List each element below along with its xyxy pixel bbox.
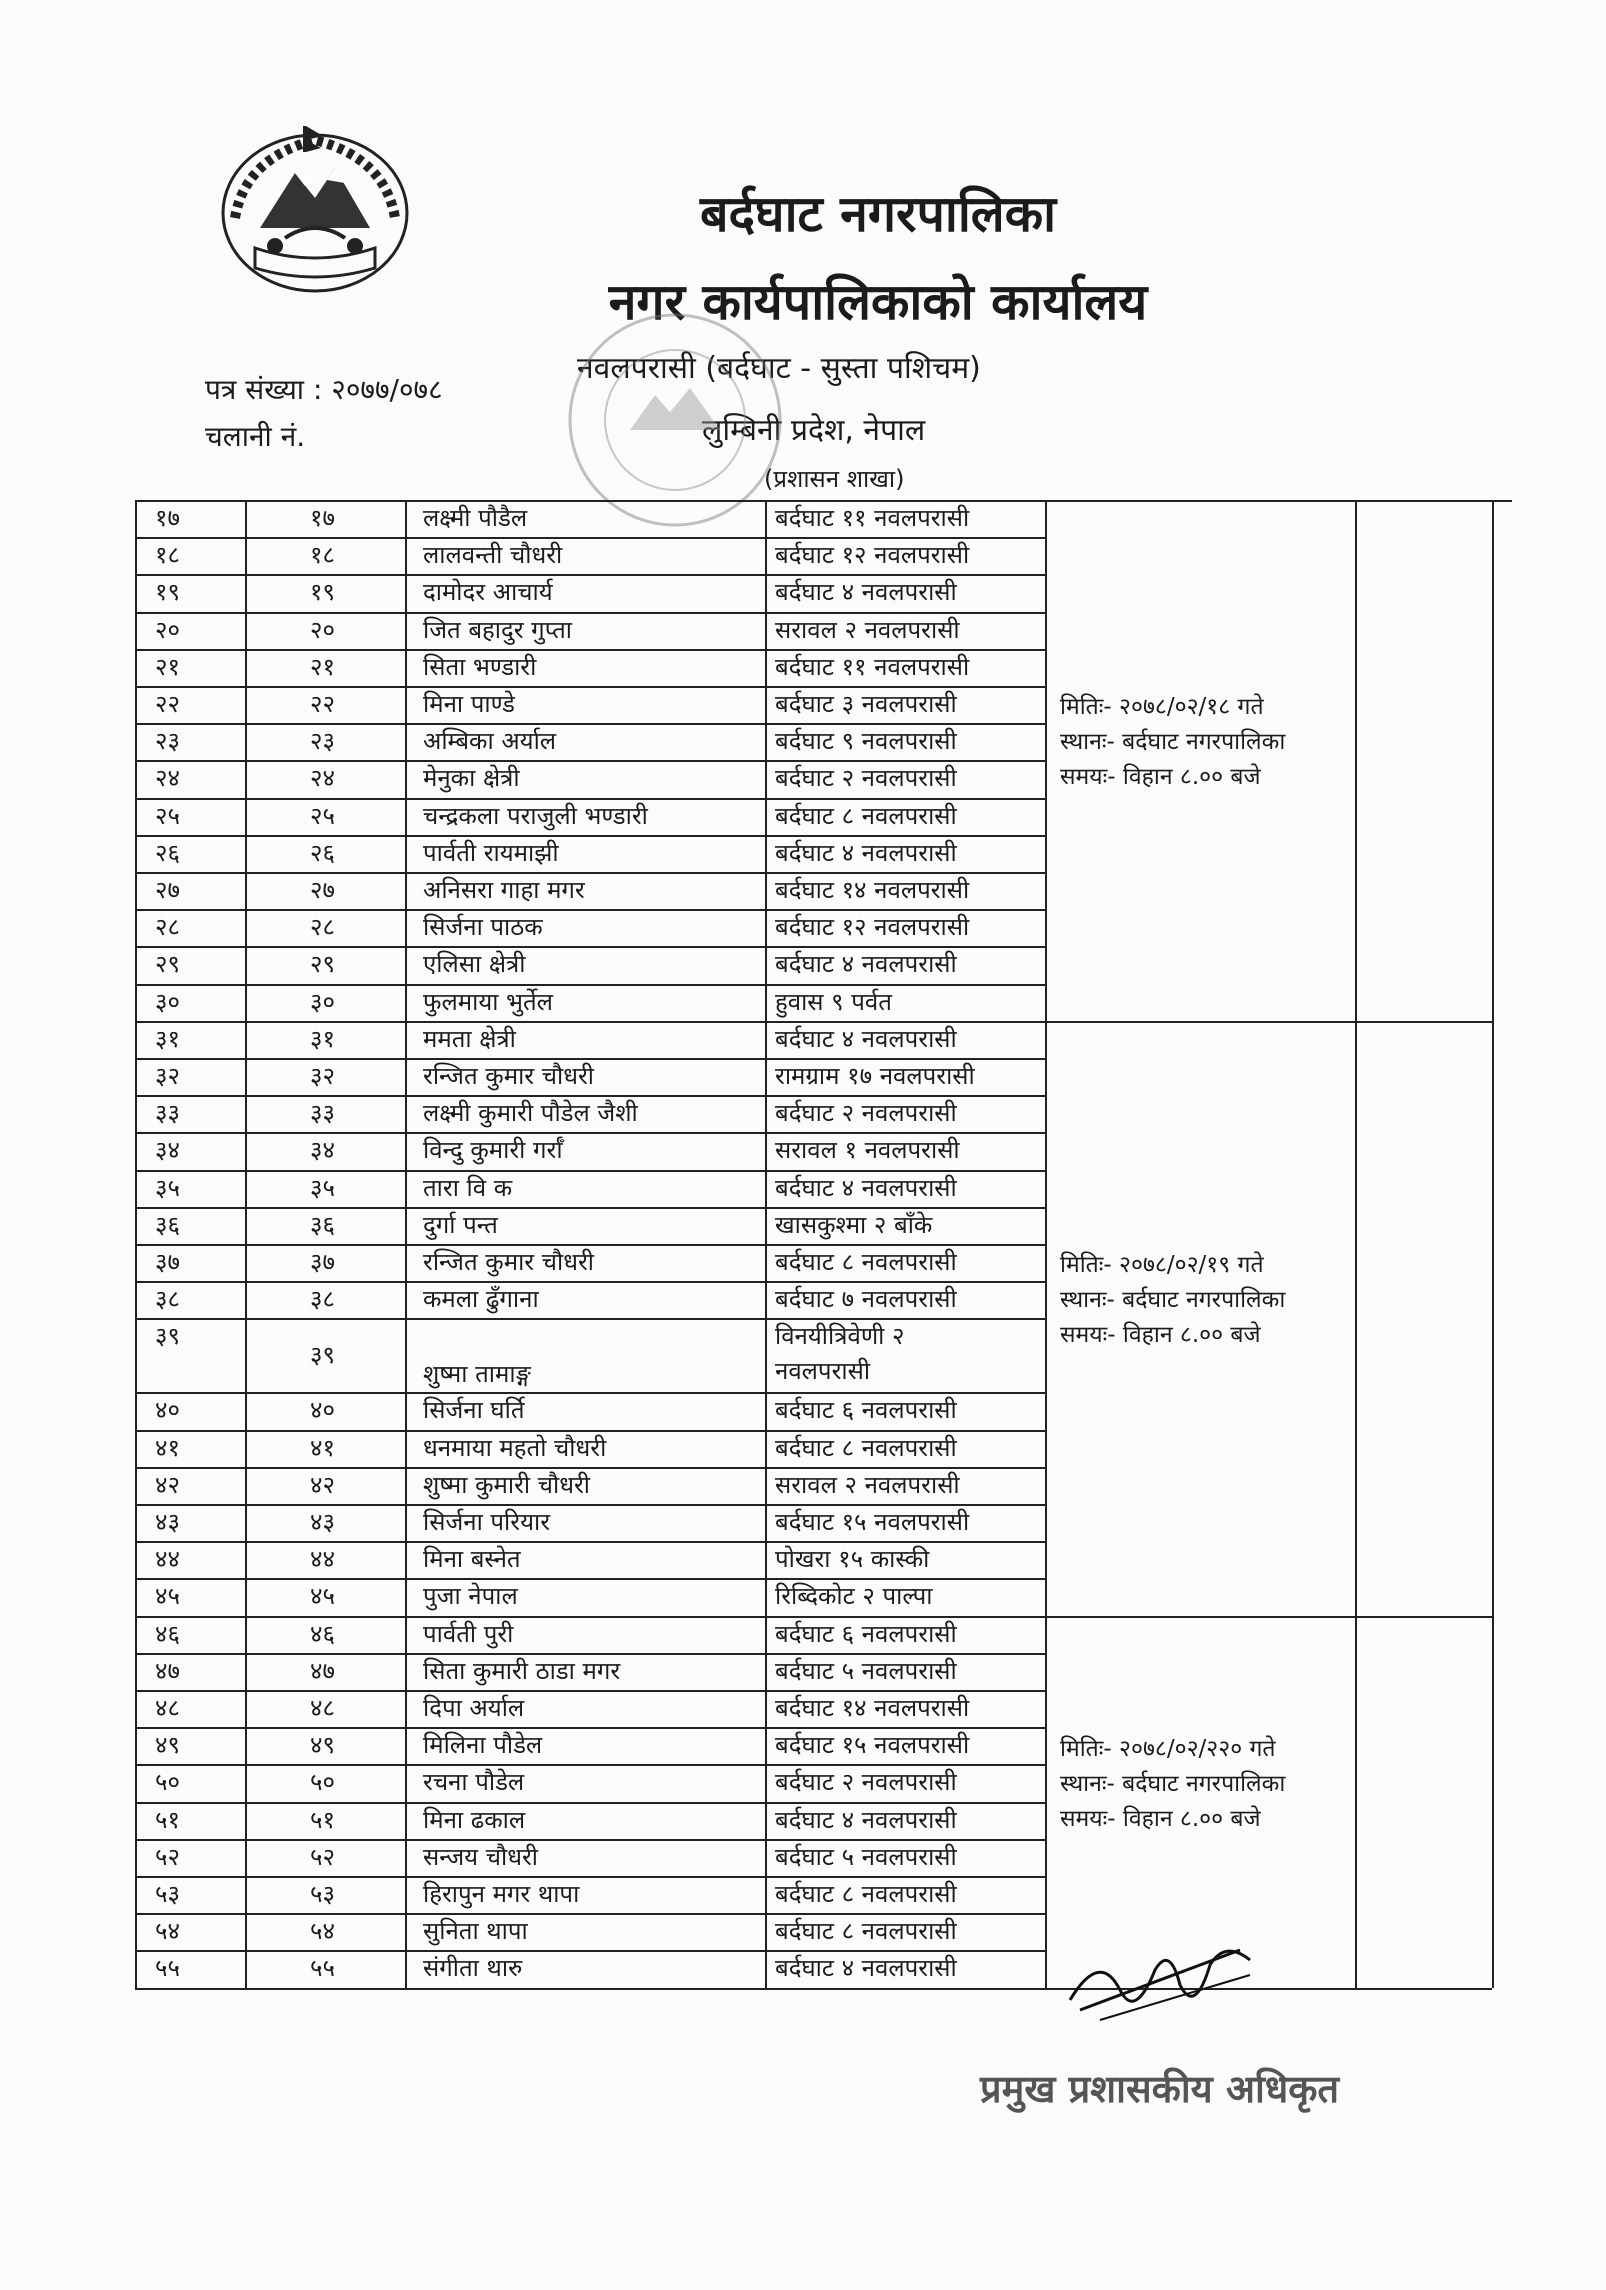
serial-cell: ३५ (155, 1173, 180, 1202)
address-cell: बर्दघाट ३ नवलपरासी (775, 690, 957, 718)
address-cell: सरावल २ नवलपरासी (775, 615, 960, 644)
serial-cell: २१ (155, 652, 180, 681)
name-cell: तारा वि क (423, 1173, 513, 1202)
address-cell: रिब्दिकोट २ पाल्पा (775, 1582, 933, 1611)
serial-cell: ५१ (155, 1805, 180, 1834)
roll-cell: ३० (310, 987, 335, 1016)
district-line: नवलपरासी (बर्दघाट - सुस्ता पशिचम) (577, 351, 981, 386)
address-cell: रामग्राम १७ नवलपरासी (775, 1062, 975, 1090)
roll-cell: २४ (310, 764, 335, 793)
name-cell: दिपा अर्याल (423, 1694, 525, 1722)
name-cell: सिता भण्डारी (423, 652, 537, 681)
serial-cell: २६ (155, 838, 180, 867)
roll-cell: ५० (310, 1768, 335, 1797)
address-cell: बर्दघाट १५ नवलपरासी (775, 1731, 970, 1760)
serial-cell: १८ (155, 541, 180, 570)
row-divider (135, 1578, 1045, 1580)
schedule-time: समयः- विहान ८.०० बजे (1060, 1322, 1261, 1349)
serial-cell: ३७ (155, 1248, 180, 1276)
address-cell: खासकुश्मा २ बाँके (775, 1210, 933, 1239)
name-cell: कमला ढुँगाना (423, 1285, 539, 1314)
serial-cell: ४६ (155, 1619, 180, 1648)
schedule-time: समयः- विहान ८.०० बजे (1060, 764, 1261, 791)
serial-cell: १९ (155, 578, 180, 607)
roll-cell: २० (310, 615, 335, 644)
serial-cell: २८ (155, 913, 180, 942)
serial-cell: ३९ (155, 1322, 180, 1351)
address-cell: हुवास ९ पर्वत (775, 987, 892, 1016)
address-cell: बर्दघाट १२ नवलपरासी (775, 541, 970, 570)
schedule-date: मितिः- २०७८/०२/१८ गते (1060, 694, 1264, 721)
column-divider-3 (765, 500, 767, 1988)
row-divider (135, 798, 1045, 800)
name-cell: संगीता थारु (423, 1954, 523, 1983)
address-cell: बर्दघाट ५ नवलपरासी (775, 1656, 957, 1685)
address-cell: बर्दघाट १२ नवलपरासी (775, 913, 970, 942)
municipality-title: बर्दघाट नगरपालिका (699, 185, 1057, 243)
roll-cell: ४४ (310, 1545, 335, 1574)
roll-cell: ३७ (310, 1248, 335, 1276)
row-divider (135, 1950, 1045, 1952)
name-cell: लक्ष्मी पौडैल (423, 504, 528, 532)
serial-cell: ४५ (155, 1582, 180, 1611)
address-cell: बर्दघाट २ नवलपरासी (775, 764, 957, 793)
name-cell: लालवन्ती चौधरी (423, 541, 563, 570)
serial-cell: ४८ (155, 1694, 180, 1722)
name-cell: सिता कुमारी ठाडा मगर (423, 1656, 621, 1685)
name-cell: रचना पौडेल (423, 1768, 525, 1797)
row-divider (135, 1802, 1045, 1804)
name-cell: पार्वती रायमाझी (423, 838, 559, 867)
roll-cell: २७ (310, 876, 335, 904)
row-divider (135, 1132, 1045, 1134)
address-cell: बर्दघाट ६ नवलपरासी (775, 1396, 957, 1425)
serial-cell: ५३ (155, 1880, 180, 1908)
name-cell: मेनुका क्षेत्री (423, 764, 520, 793)
signature-icon (1060, 1930, 1260, 2030)
address-cell: बर्दघाट ५ नवलपरासी (775, 1842, 957, 1871)
row-divider (135, 1430, 1045, 1432)
column-divider-4 (1045, 500, 1047, 1988)
address-cell: बर्दघाट ४ नवलपरासी (775, 578, 957, 607)
serial-cell: ३२ (155, 1062, 180, 1090)
row-divider (135, 1727, 1045, 1729)
address-cell: बर्दघाट ४ नवलपरासी (775, 1805, 957, 1834)
roll-cell: २६ (310, 838, 335, 867)
serial-cell: ४९ (155, 1731, 180, 1760)
roll-cell: ४८ (310, 1694, 335, 1722)
province-line: लुम्बिनी प्रदेश, नेपाल (702, 413, 926, 448)
name-cell: शुष्मा तामाङ्ग (423, 1360, 531, 1389)
roll-cell: १८ (310, 541, 335, 570)
serial-cell: ४२ (155, 1470, 180, 1499)
row-divider (135, 1170, 1045, 1172)
serial-cell: ५४ (155, 1917, 180, 1946)
address-cell: बर्दघाट ४ नवलपरासी (775, 950, 957, 979)
serial-cell: ४७ (155, 1656, 180, 1685)
section-line: (प्रशासन शाखा) (764, 465, 905, 493)
serial-cell: ३१ (155, 1024, 180, 1053)
roll-cell: २५ (310, 801, 335, 830)
roll-cell: ३२ (310, 1062, 335, 1090)
roll-cell: ३४ (310, 1136, 335, 1165)
row-divider (135, 872, 1045, 874)
roll-cell: २३ (310, 727, 335, 756)
address-cell: बर्दघाट ६ नवलपरासी (775, 1619, 957, 1648)
address-cell: बर्दघाट ७ नवलपरासी (775, 1285, 957, 1314)
name-cell: विन्दु कुमारी गर्राँ (423, 1136, 563, 1165)
row-divider (135, 1913, 1045, 1915)
row-divider (135, 1281, 1045, 1283)
serial-cell: ३० (155, 987, 180, 1016)
address-cell: बर्दघाट १४ नवलपरासी (775, 876, 970, 904)
roll-cell: २९ (310, 950, 335, 979)
serial-cell: २५ (155, 801, 180, 830)
row-divider (135, 574, 1045, 576)
row-divider (135, 1876, 1045, 1878)
address-cell-line2: नवलपरासी (775, 1357, 871, 1386)
address-cell: बर्दघाट ९ नवलपरासी (775, 727, 957, 756)
name-cell: सिर्जना पाठक (423, 913, 543, 942)
row-divider (135, 649, 1045, 651)
serial-cell: ३८ (155, 1285, 180, 1314)
roll-cell: ५१ (310, 1805, 335, 1834)
name-cell: एलिसा क्षेत्री (423, 950, 526, 979)
table-top-border (1045, 500, 1512, 502)
schedule-place: स्थानः- बर्दघाट नगरपालिका (1060, 1287, 1286, 1314)
roll-cell: ४१ (310, 1433, 335, 1462)
address-cell: बर्दघाट १५ नवलपरासी (775, 1508, 970, 1536)
row-divider (135, 946, 1045, 948)
name-cell: मिना पाण्डे (423, 690, 515, 718)
roll-cell: १९ (310, 578, 335, 607)
address-cell: बर्दघाट ८ नवलपरासी (775, 801, 957, 830)
roll-cell: २१ (310, 652, 335, 681)
address-cell: सरावल २ नवलपरासी (775, 1470, 960, 1499)
serial-cell: २७ (155, 876, 180, 904)
row-divider (135, 1095, 1045, 1097)
serial-cell: ३६ (155, 1210, 180, 1239)
row-divider (135, 723, 1045, 725)
roll-cell: ३५ (310, 1173, 335, 1202)
row-divider (135, 612, 1045, 614)
row-divider (135, 686, 1045, 688)
address-cell: बर्दघाट ११ नवलपरासी (775, 652, 970, 681)
roll-cell: ४६ (310, 1619, 335, 1648)
column-divider-6 (1492, 500, 1494, 1988)
address-cell: बर्दघाट ११ नवलपरासी (775, 504, 970, 532)
schedule-place: स्थानः- बर्दघाट नगरपालिका (1060, 729, 1286, 756)
name-cell: पुजा नेपाल (423, 1582, 518, 1611)
address-cell: बर्दघाट १४ नवलपरासी (775, 1694, 970, 1722)
address-cell: सरावल १ नवलपरासी (775, 1136, 960, 1165)
serial-cell: २२ (155, 690, 180, 718)
serial-cell: ३४ (155, 1136, 180, 1165)
roll-cell: ४३ (310, 1508, 335, 1536)
row-divider (135, 1244, 1045, 1246)
address-cell: पोखरा १५ कास्की (775, 1545, 930, 1574)
roll-cell: ३९ (310, 1341, 335, 1370)
name-cell: हिरापुन मगर थापा (423, 1880, 580, 1908)
serial-cell: २० (155, 615, 180, 644)
name-cell: दुर्गा पन्त (423, 1210, 498, 1239)
address-cell: बर्दघाट ४ नवलपरासी (775, 1954, 957, 1983)
serial-cell: १७ (155, 504, 180, 532)
roll-cell: ४७ (310, 1656, 335, 1685)
serial-cell: २९ (155, 950, 180, 979)
address-cell: बर्दघाट ८ नवलपरासी (775, 1917, 957, 1946)
row-divider (135, 835, 1045, 837)
name-cell: रन्जित कुमार चौधरी (423, 1062, 594, 1090)
schedule-date: मितिः- २०७८/०२/१९ गते (1060, 1252, 1264, 1279)
office-title: नगर कार्यपालिकाको कार्यालय (608, 273, 1148, 331)
row-divider (135, 1207, 1045, 1209)
row-divider (135, 1616, 1045, 1618)
roll-cell: १७ (310, 504, 335, 532)
address-cell: विनयीत्रिवेणी २ (775, 1322, 905, 1351)
group-divider (1045, 1021, 1492, 1023)
name-cell: जित बहादुर गुप्ता (423, 615, 572, 644)
column-divider-5 (1355, 500, 1357, 1988)
name-cell: मिलिना पौडेल (423, 1731, 543, 1760)
address-cell: बर्दघाट ४ नवलपरासी (775, 1173, 957, 1202)
group-divider (1045, 1616, 1492, 1618)
row-divider (135, 1318, 1045, 1320)
address-cell: बर्दघाट ४ नवलपरासी (775, 1024, 957, 1053)
column-divider-0 (135, 500, 137, 1988)
name-cell: रन्जित कुमार चौधरी (423, 1248, 594, 1276)
row-divider (135, 1467, 1045, 1469)
serial-cell: ५५ (155, 1954, 180, 1983)
roll-cell: ५५ (310, 1954, 335, 1983)
name-cell: मिना ढकाल (423, 1805, 526, 1834)
roll-cell: ५२ (310, 1842, 335, 1871)
roll-cell: ३६ (310, 1210, 335, 1239)
row-divider (135, 1653, 1045, 1655)
roll-cell: ४२ (310, 1470, 335, 1499)
serial-cell: ४१ (155, 1433, 180, 1462)
row-divider (135, 760, 1045, 762)
row-divider (135, 1392, 1045, 1394)
row-divider (135, 1764, 1045, 1766)
row-divider (135, 1988, 1045, 1990)
serial-cell: ५२ (155, 1842, 180, 1871)
name-cell: सन्जय चौधरी (423, 1842, 538, 1871)
name-cell: सिर्जना परियार (423, 1508, 551, 1536)
row-divider (135, 1839, 1045, 1841)
name-cell: पार्वती पुरी (423, 1619, 514, 1648)
roll-cell: ३१ (310, 1024, 335, 1053)
dispatch-number: चलानी नं. (205, 420, 306, 453)
roll-cell: ४० (310, 1396, 335, 1425)
row-divider (135, 984, 1045, 986)
roll-cell: २२ (310, 690, 335, 718)
schedule-time: समयः- विहान ८.०० बजे (1060, 1805, 1261, 1832)
address-cell: बर्दघाट २ नवलपरासी (775, 1768, 957, 1797)
letter-number: पत्र संख्या : २०७७/०७८ (205, 373, 443, 406)
row-divider (135, 1021, 1045, 1023)
column-divider-1 (245, 500, 247, 1988)
address-cell: बर्दघाट २ नवलपरासी (775, 1099, 957, 1128)
name-cell: ममता क्षेत्री (423, 1024, 516, 1053)
name-cell: अम्बिका अर्याल (423, 727, 557, 756)
name-cell: फुलमाया भुर्तेल (423, 987, 553, 1016)
name-cell: दामोदर आचार्य (423, 578, 553, 607)
serial-cell: २३ (155, 727, 180, 756)
roll-cell: ४५ (310, 1582, 335, 1611)
row-divider (135, 537, 1045, 539)
roll-cell: ४९ (310, 1731, 335, 1760)
row-divider (135, 1504, 1045, 1506)
name-cell: अनिसरा गाहा मगर (423, 876, 585, 904)
serial-cell: ४३ (155, 1508, 180, 1536)
serial-cell: २४ (155, 764, 180, 793)
name-cell: शुष्मा कुमारी चौधरी (423, 1470, 591, 1499)
serial-cell: ५० (155, 1768, 180, 1797)
row-divider (135, 909, 1045, 911)
row-divider (135, 500, 1045, 502)
column-divider-2 (405, 500, 407, 1988)
roll-cell: ५३ (310, 1880, 335, 1908)
schedule-place: स्थानः- बर्दघाट नगरपालिका (1060, 1770, 1286, 1797)
address-cell: बर्दघाट ४ नवलपरासी (775, 838, 957, 867)
signatory-title: प्रमुख प्रशासकीय अधिकृत (980, 2067, 1340, 2111)
name-cell: सुनिता थापा (423, 1917, 528, 1946)
roll-cell: ३८ (310, 1285, 335, 1314)
schedule-date: मितिः- २०७८/०२/२२० गते (1060, 1735, 1276, 1762)
address-cell: बर्दघाट ८ नवलपरासी (775, 1880, 957, 1908)
address-cell: बर्दघाट ८ नवलपरासी (775, 1248, 957, 1276)
row-divider (135, 1541, 1045, 1543)
row-divider (135, 1690, 1045, 1692)
serial-cell: ४० (155, 1396, 180, 1425)
address-cell: बर्दघाट ८ नवलपरासी (775, 1433, 957, 1462)
roll-cell: ५४ (310, 1917, 335, 1946)
row-divider (135, 1058, 1045, 1060)
serial-cell: ४४ (155, 1545, 180, 1574)
name-cell: लक्ष्मी कुमारी पौडेल जैशी (423, 1099, 638, 1128)
roll-cell: २८ (310, 913, 335, 942)
name-cell: धनमाया महतो चौधरी (423, 1433, 607, 1462)
roll-cell: ३३ (310, 1099, 335, 1128)
name-cell: सिर्जना घर्ति (423, 1396, 525, 1425)
name-cell: मिना बस्नेत (423, 1545, 521, 1574)
name-cell: चन्द्रकला पराजुली भण्डारी (423, 801, 648, 830)
serial-cell: ३३ (155, 1099, 180, 1128)
